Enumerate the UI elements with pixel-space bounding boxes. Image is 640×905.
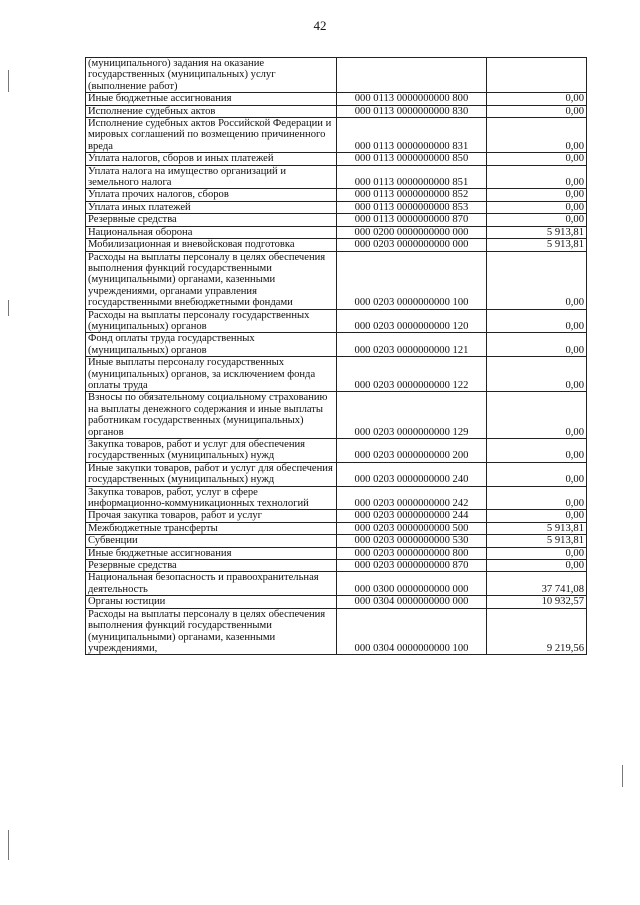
row-name-cell: Уплата налога на имущество организаций и земельного налога: [86, 165, 337, 189]
budget-table: [85, 57, 587, 655]
row-amount-cell: 0,00: [487, 547, 587, 559]
row-amount-cell: 5 913,81: [487, 522, 587, 534]
row-amount-cell: 0,00: [487, 214, 587, 226]
row-name-cell: Национальная безопасность и правоохранительная деятельность: [86, 572, 337, 596]
row-amount-cell: [487, 58, 587, 93]
budget-table-body: [86, 58, 587, 655]
row-code-cell: 000 0113 0000000000 831: [337, 118, 487, 153]
row-name-cell: Уплата иных платежей: [86, 201, 337, 213]
row-amount-cell: 0,00: [487, 118, 587, 153]
row-name-cell: Исполнение судебных актов Российской Федерации и мировых соглашений по возмещению причиненного вреда: [86, 118, 337, 153]
row-amount-cell: 0,00: [487, 153, 587, 165]
table-row: [86, 226, 587, 238]
row-amount-cell: 0,00: [487, 201, 587, 213]
row-code-cell: 000 0113 0000000000 850: [337, 153, 487, 165]
table-row: [86, 214, 587, 226]
row-code-cell: 000 0203 0000000000 200: [337, 439, 487, 463]
table-row: [86, 118, 587, 153]
row-code-cell: 000 0300 0000000000 000: [337, 572, 487, 596]
row-code-cell: 000 0203 0000000000 121: [337, 333, 487, 357]
row-name-cell: Субвенции: [86, 535, 337, 547]
row-amount-cell: 0,00: [487, 189, 587, 201]
row-code-cell: 000 0203 0000000000 122: [337, 357, 487, 392]
row-amount-cell: 0,00: [487, 486, 587, 510]
row-name-cell: Закупка товаров, работ, услуг в сфере информационно-коммуникационных технологий: [86, 486, 337, 510]
left-margin-mark: [8, 300, 9, 316]
table-row: [86, 510, 587, 522]
row-code-cell: 000 0304 0000000000 000: [337, 596, 487, 608]
table-row: [86, 486, 587, 510]
table-row: [86, 547, 587, 559]
table-row: [86, 608, 587, 655]
row-name-cell: Уплата налогов, сборов и иных платежей: [86, 153, 337, 165]
row-amount-cell: 9 219,56: [487, 608, 587, 655]
row-name-cell: Взносы по обязательному социальному страхованию на выплаты денежного содержания и иные выплаты работникам государственных (муниципальных) органов: [86, 392, 337, 439]
row-name-cell: Фонд оплаты труда государственных (муниципальных) органов: [86, 333, 337, 357]
table-row: [86, 239, 587, 251]
table-row: [86, 201, 587, 213]
table-row: [86, 189, 587, 201]
row-amount-cell: 0,00: [487, 105, 587, 117]
row-name-cell: Уплата прочих налогов, сборов: [86, 189, 337, 201]
row-name-cell: Исполнение судебных актов: [86, 105, 337, 117]
row-amount-cell: 10 932,57: [487, 596, 587, 608]
row-amount-cell: 0,00: [487, 251, 587, 309]
row-code-cell: 000 0113 0000000000 853: [337, 201, 487, 213]
right-margin-mark: [622, 765, 623, 787]
left-margin-mark: [8, 70, 9, 92]
row-amount-cell: 5 913,81: [487, 226, 587, 238]
row-name-cell: (муниципального) задания на оказание государственных (муниципальных) услуг (выполнение работ): [86, 58, 337, 93]
table-row: [86, 462, 587, 486]
row-code-cell: 000 0113 0000000000 800: [337, 93, 487, 105]
table-row: [86, 535, 587, 547]
table-row: [86, 165, 587, 189]
row-name-cell: Прочая закупка товаров, работ и услуг: [86, 510, 337, 522]
row-amount-cell: 0,00: [487, 93, 587, 105]
row-code-cell: 000 0113 0000000000 830: [337, 105, 487, 117]
row-code-cell: 000 0203 0000000000 120: [337, 309, 487, 333]
row-amount-cell: 0,00: [487, 462, 587, 486]
row-name-cell: Резервные средства: [86, 560, 337, 572]
row-code-cell: 000 0203 0000000000 800: [337, 547, 487, 559]
row-amount-cell: 0,00: [487, 560, 587, 572]
row-code-cell: 000 0203 0000000000 500: [337, 522, 487, 534]
row-name-cell: Расходы на выплаты персоналу государственных (муниципальных) органов: [86, 309, 337, 333]
table-row: [86, 58, 587, 93]
table-row: [86, 93, 587, 105]
row-code-cell: 000 0203 0000000000 129: [337, 392, 487, 439]
row-name-cell: Органы юстиции: [86, 596, 337, 608]
table-row: [86, 439, 587, 463]
table-row: [86, 153, 587, 165]
row-amount-cell: 0,00: [487, 333, 587, 357]
row-name-cell: Мобилизационная и вневойсковая подготовка: [86, 239, 337, 251]
row-code-cell: 000 0113 0000000000 870: [337, 214, 487, 226]
row-code-cell: [337, 58, 487, 93]
row-code-cell: 000 0304 0000000000 100: [337, 608, 487, 655]
row-name-cell: Национальная оборона: [86, 226, 337, 238]
table-row: [86, 522, 587, 534]
row-name-cell: Расходы на выплаты персоналу в целях обеспечения выполнения функций государственными (муниципальными) органами, казенными учреждениями,: [86, 608, 337, 655]
row-amount-cell: 0,00: [487, 439, 587, 463]
row-amount-cell: 0,00: [487, 510, 587, 522]
row-name-cell: Межбюджетные трансферты: [86, 522, 337, 534]
row-code-cell: 000 0203 0000000000 530: [337, 535, 487, 547]
table-row: [86, 333, 587, 357]
row-name-cell: Резервные средства: [86, 214, 337, 226]
row-code-cell: 000 0113 0000000000 851: [337, 165, 487, 189]
table-row: [86, 251, 587, 309]
row-code-cell: 000 0203 0000000000 244: [337, 510, 487, 522]
row-name-cell: Иные бюджетные ассигнования: [86, 93, 337, 105]
table-row: [86, 596, 587, 608]
table-row: [86, 572, 587, 596]
row-code-cell: 000 0203 0000000000 100: [337, 251, 487, 309]
row-amount-cell: 0,00: [487, 165, 587, 189]
row-code-cell: 000 0203 0000000000 000: [337, 239, 487, 251]
table-row: [86, 105, 587, 117]
row-name-cell: Иные бюджетные ассигнования: [86, 547, 337, 559]
row-code-cell: 000 0200 0000000000 000: [337, 226, 487, 238]
row-name-cell: Иные закупки товаров, работ и услуг для обеспечения государственных (муниципальных) нужд: [86, 462, 337, 486]
row-name-cell: Закупка товаров, работ и услуг для обеспечения государственных (муниципальных) нужд: [86, 439, 337, 463]
table-row: [86, 560, 587, 572]
table-row: [86, 309, 587, 333]
row-amount-cell: 0,00: [487, 357, 587, 392]
row-name-cell: Расходы на выплаты персоналу в целях обеспечения выполнения функций государственными (муниципальными) органами, казенными учреждениями, органами управления государственными внебюджетными фондами: [86, 251, 337, 309]
left-margin-mark: [8, 830, 9, 860]
table-row: [86, 357, 587, 392]
row-amount-cell: 0,00: [487, 309, 587, 333]
row-amount-cell: 5 913,81: [487, 239, 587, 251]
row-amount-cell: 0,00: [487, 392, 587, 439]
row-code-cell: 000 0113 0000000000 852: [337, 189, 487, 201]
page-number: 42: [313, 18, 327, 33]
row-code-cell: 000 0203 0000000000 870: [337, 560, 487, 572]
table-row: [86, 392, 587, 439]
row-code-cell: 000 0203 0000000000 240: [337, 462, 487, 486]
row-name-cell: Иные выплаты персоналу государственных (муниципальных) органов, за исключением фонда оплаты труда: [86, 357, 337, 392]
row-amount-cell: 5 913,81: [487, 535, 587, 547]
row-code-cell: 000 0203 0000000000 242: [337, 486, 487, 510]
row-amount-cell: 37 741,08: [487, 572, 587, 596]
